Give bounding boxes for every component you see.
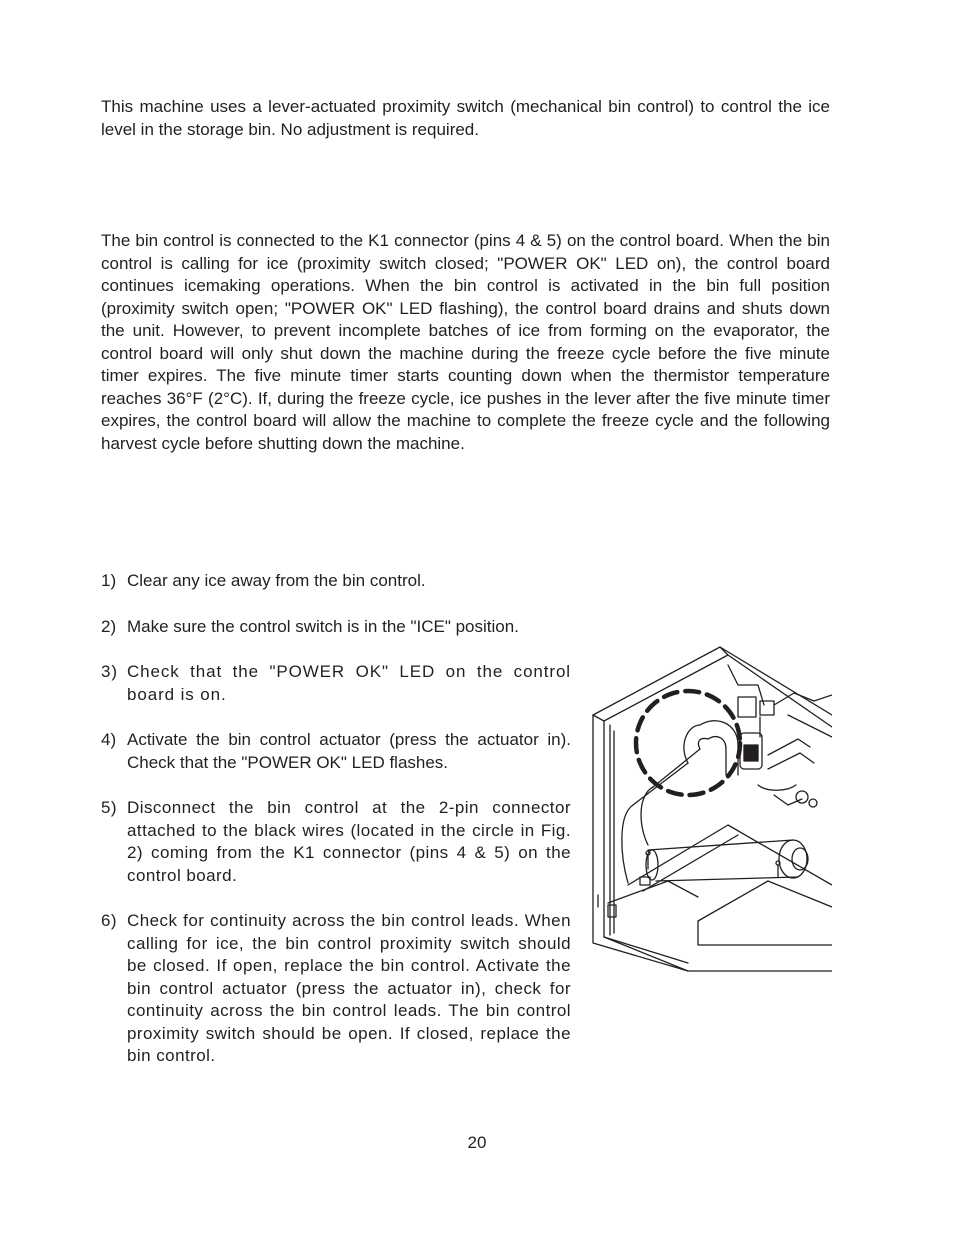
step-number: 4) (101, 730, 117, 749)
list-item (101, 570, 571, 593)
list-item (101, 661, 571, 706)
lower-panel (608, 881, 832, 945)
step-text: Clear any ice away from the bin control. (127, 571, 426, 590)
list-item (101, 910, 571, 1068)
pipes (622, 721, 808, 883)
step-number: 2) (101, 616, 117, 636)
list-item (101, 616, 571, 639)
step-text: Check for continuity across the bin control leads. When calling for ice, the bin control proximity switch should be closed. If open, replace the bin control. Activate the bin control actuator (press the actuator in), check for continuity across the bin control leads. The bin control proximity switch should be open. If closed, replace the bin control. (127, 911, 571, 1065)
bin-control-location-illustration (588, 645, 832, 973)
list-item (101, 729, 571, 774)
list-item (101, 797, 571, 887)
operation-paragraph: The bin control is connected to the K1 connector (pins 4 & 5) on the control board. When the bin control is calling for ice (proximity switch closed; "POWER OK" LED on), the control board continues icemaking operations. When the bin control is activated in the bin full position (proximity switch open; "POWER OK" LED flashing), the control board drains and shuts down the unit. However, to prevent incomplete batches of ice from forming on the evaporator, the control board will only shut down the machine during the freeze cycle before the five minute timer expires. The five minute timer starts counting down when the thermistor temperature reaches 36°F (2°C). If, during the freeze cycle, ice pushes in the lever after the five minute timer expires, the control board will allow the machine to complete the freeze cycle and the following harvest cycle before shutting down the machine. (101, 231, 830, 453)
step-number: 6) (101, 911, 118, 930)
step-text: Make sure the control switch is in the "ICE" position. (127, 616, 519, 636)
check-procedure-list (101, 570, 571, 1091)
step-text: Disconnect the bin control at the 2-pin connector attached to the black wires (located in the circle in Fig. 2) coming from the K1 connector (pins 4 & 5) on the control board. (127, 798, 571, 885)
step-number: 1) (101, 571, 117, 590)
page-number: 20 (467, 1133, 487, 1152)
step-number: 3) (101, 662, 118, 681)
intro-paragraph: This machine uses a lever-actuated proximity switch (mechanical bin control) to control the ice level in the storage bin. No adjustment is required. (101, 97, 830, 139)
valve-assembly (728, 665, 832, 807)
step-text: Check that the "POWER OK" LED on the control board is on. (127, 662, 571, 704)
step-number: 5) (101, 798, 118, 817)
step-text: Activate the bin control actuator (press the actuator in). Check that the "POWER OK" LED flashes. (127, 730, 571, 772)
